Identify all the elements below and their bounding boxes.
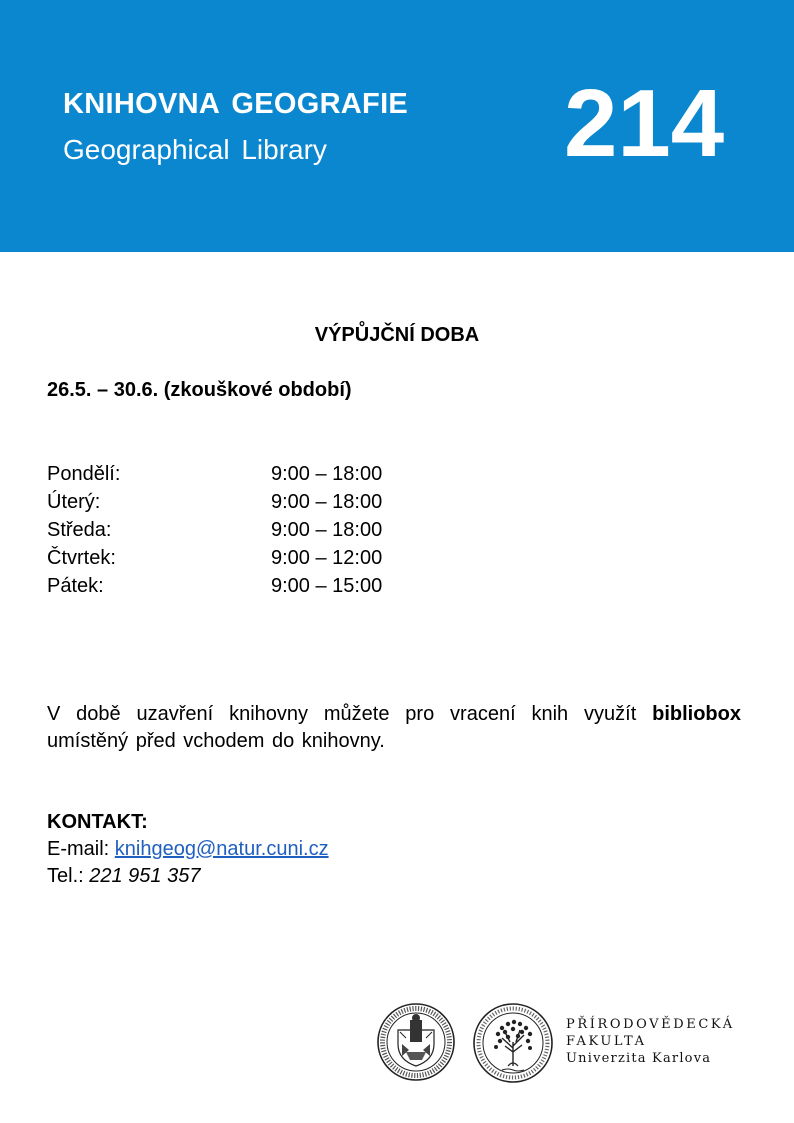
section-title: VÝPŮJČNÍ DOBA — [314, 324, 480, 346]
hours-time: 9:00 – 12:00 — [271, 547, 383, 569]
library-name-cz: KNIHOVNA GEOGRAFIE — [63, 88, 409, 120]
hours-time: 9:00 – 15:00 — [271, 575, 383, 597]
hours-row — [47, 518, 382, 546]
faculty-wordmark — [566, 1016, 735, 1067]
bibliobox-note — [47, 701, 741, 755]
hours-time: 9:00 – 18:00 — [271, 491, 383, 513]
faculty-tree-seal-icon — [472, 1002, 554, 1084]
hours-day: Úterý: — [47, 491, 101, 513]
bibliobox-term: bibliobox — [652, 703, 741, 725]
header-banner — [0, 0, 794, 252]
hours-day: Pátek: — [47, 575, 104, 597]
period-label: 26.5. – 30.6. (zkouškové období) — [47, 379, 352, 401]
hours-day: Pondělí: — [47, 463, 121, 485]
hours-row — [47, 546, 382, 574]
university-seal-icon — [376, 1002, 456, 1082]
phone-number: 221 951 357 — [89, 865, 201, 887]
email-label: E-mail: — [47, 838, 115, 860]
note-text-start: V době uzavření knihovny můžete pro vracení knih využít — [47, 703, 653, 725]
hours-row — [47, 574, 382, 602]
email-line — [47, 836, 329, 863]
hours-day: Středa: — [47, 519, 112, 541]
contact-block — [47, 809, 329, 890]
hours-row — [47, 490, 382, 518]
phone-line — [47, 863, 329, 890]
contact-heading: KONTAKT: — [47, 811, 148, 833]
hours-time: 9:00 – 18:00 — [271, 463, 383, 485]
note-text-end: umístěný před vchodem do knihovny. — [47, 730, 385, 752]
faculty-logo — [376, 1002, 756, 1086]
opening-hours — [47, 462, 382, 602]
phone-label: Tel.: — [47, 865, 90, 887]
room-number: 214 — [564, 70, 725, 177]
library-name-en: Geographical Library — [63, 134, 327, 165]
email-link[interactable]: knihgeog@natur.cuni.cz — [114, 838, 329, 860]
hours-row — [47, 462, 382, 490]
faculty-name-line1: PŘÍRODOVĚDECKÁ — [566, 1017, 735, 1032]
university-name: Univerzita Karlova — [566, 1051, 712, 1066]
faculty-name-line2: FAKULTA — [566, 1034, 647, 1049]
hours-day: Čtvrtek: — [47, 547, 116, 569]
hours-time: 9:00 – 18:00 — [271, 519, 383, 541]
